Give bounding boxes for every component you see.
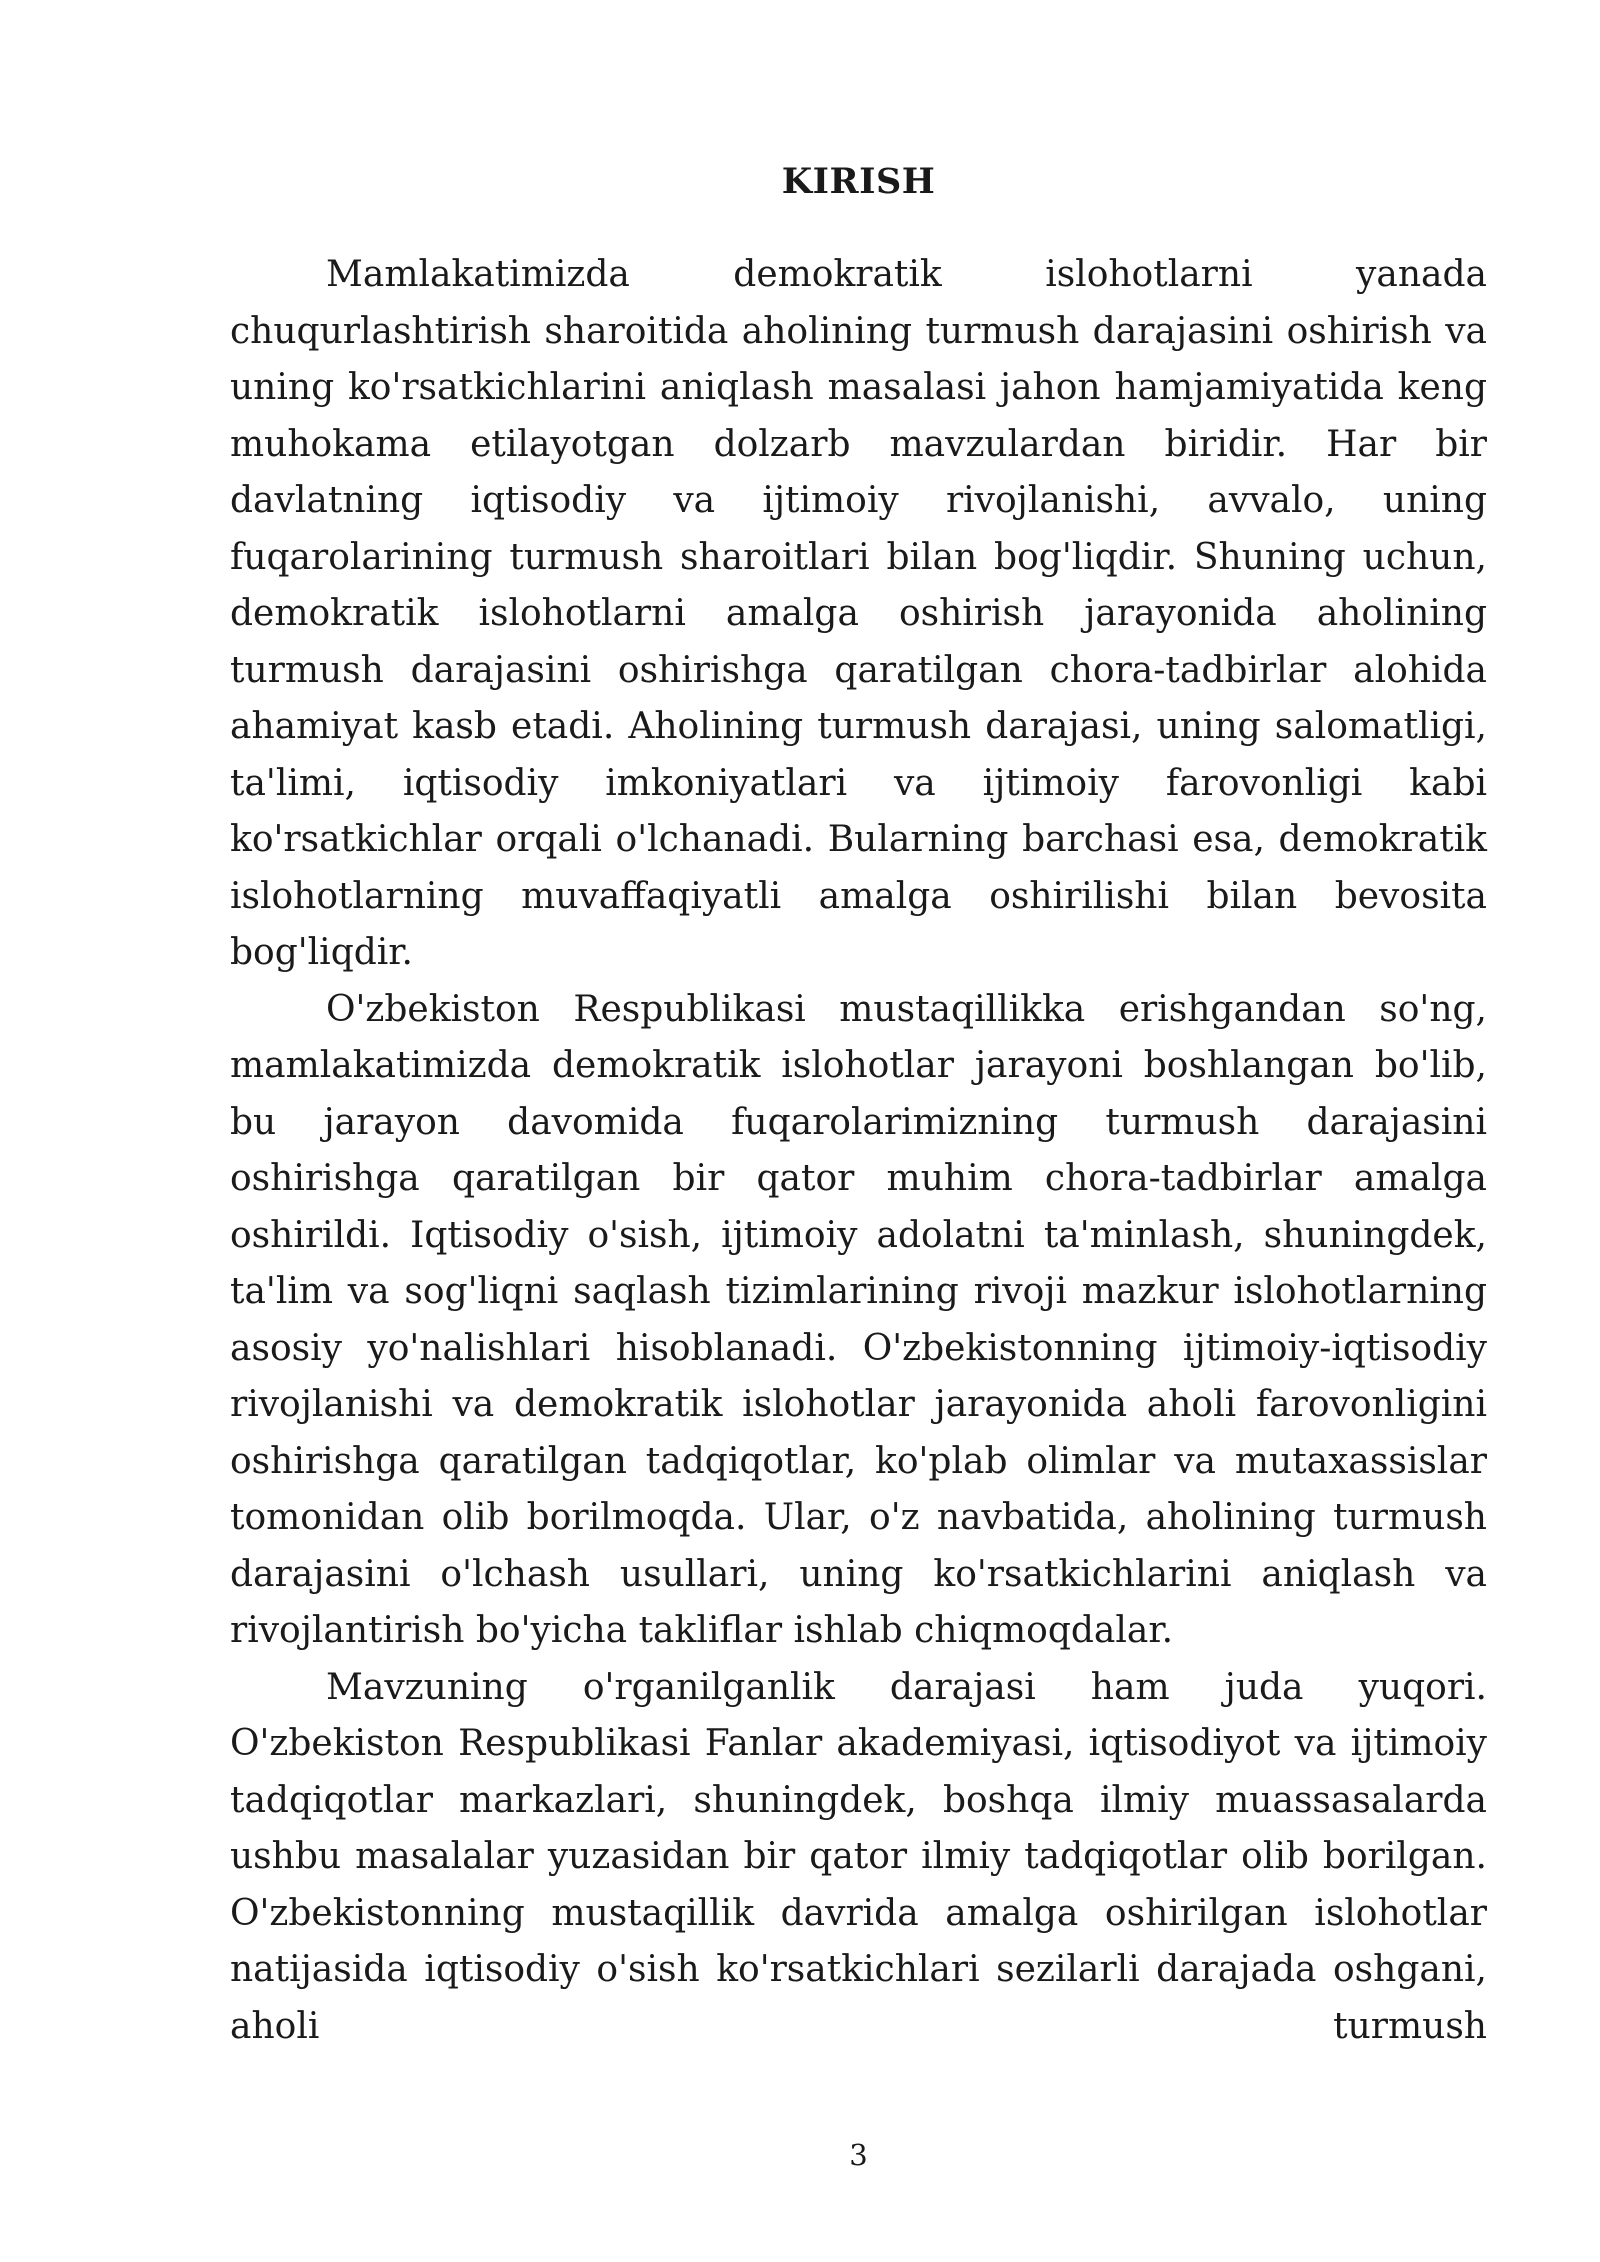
body-text: [230, 247, 1487, 2055]
paragraph-1: Mamlakatimizda demokratik islohotlarni yanada chuqurlashtirish sharoitida aholining turmush darajasini oshirish va uning ko'rsatkichlarini aniqlash masalasi jahon hamjamiyatida keng muhokama etilayotgan dolzarb mavzulardan biridir. Har bir davlatning iqtisodiy va ijtimoiy rivojlanishi, avvalo, uning fuqarolarining turmush sharoitlari bilan bog'liqdir. Shuning uchun, demokratik islohotlarni amalga oshirish jarayonida aholining turmush darajasini oshirishga qaratilgan chora-tadbirlar alohida ahamiyat kasb etadi. Aholining turmush darajasi, uning salomatligi, ta'limi, iqtisodiy imkoniyatlari va ijtimoiy farovonligi kabi ko'rsatkichlar orqali o'lchanadi. Bularning barchasi esa, demokratik islohotlarning muvaffaqiyatli amalga oshirilishi bilan bevosita bog'liqdir.: [230, 254, 1487, 973]
paragraph-2: O'zbekiston Respublikasi mustaqillikka erishgandan so'ng, mamlakatimizda demokratik islohotlar jarayoni boshlangan bo'lib, bu jarayon davomida fuqarolarimizning turmush darajasini oshirishga qaratilgan bir qator muhim chora-tadbirlar amalga oshirildi. Iqtisodiy o'sish, ijtimoiy adolatni ta'minlash, shuningdek, ta'lim va sog'liqni saqlash tizimlarining rivoji mazkur islohotlarning asosiy yo'nalishlari hisoblanadi. O'zbekistonning ijtimoiy-iqtisodiy rivojlanishi va demokratik islohotlar jarayonida aholi farovonligini oshirishga qaratilgan tadqiqotlar, ko'plab olimlar va mutaxassislar tomonidan olib borilmoqda. Ular, o'z navbatida, aholining turmush darajasini o'lchash usullari, uning ko'rsatkichlarini aniqlash va rivojlantirish bo'yicha takliflar ishlab chiqmoqdalar.: [230, 988, 1487, 1651]
page-number: 3: [849, 2138, 868, 2172]
page-title: KIRISH: [781, 161, 936, 202]
paragraph-3: Mavzuning o'rganilganlik darajasi ham juda yuqori. O'zbekiston Respublikasi Fanlar akademiyasi, iqtisodiyot va ijtimoiy tadqiqotlar markazlari, shuningdek, boshqa ilmiy muassasalarda ushbu masalalar yuzasidan bir qator ilmiy tadqiqotlar olib borilgan. O'zbekistonning mustaqillik davrida amalga oshirilgan islohotlar natijasida iqtisodiy o'sish ko'rsatkichlari sezilarli darajada oshgani, aholi turmush: [230, 1666, 1487, 2047]
